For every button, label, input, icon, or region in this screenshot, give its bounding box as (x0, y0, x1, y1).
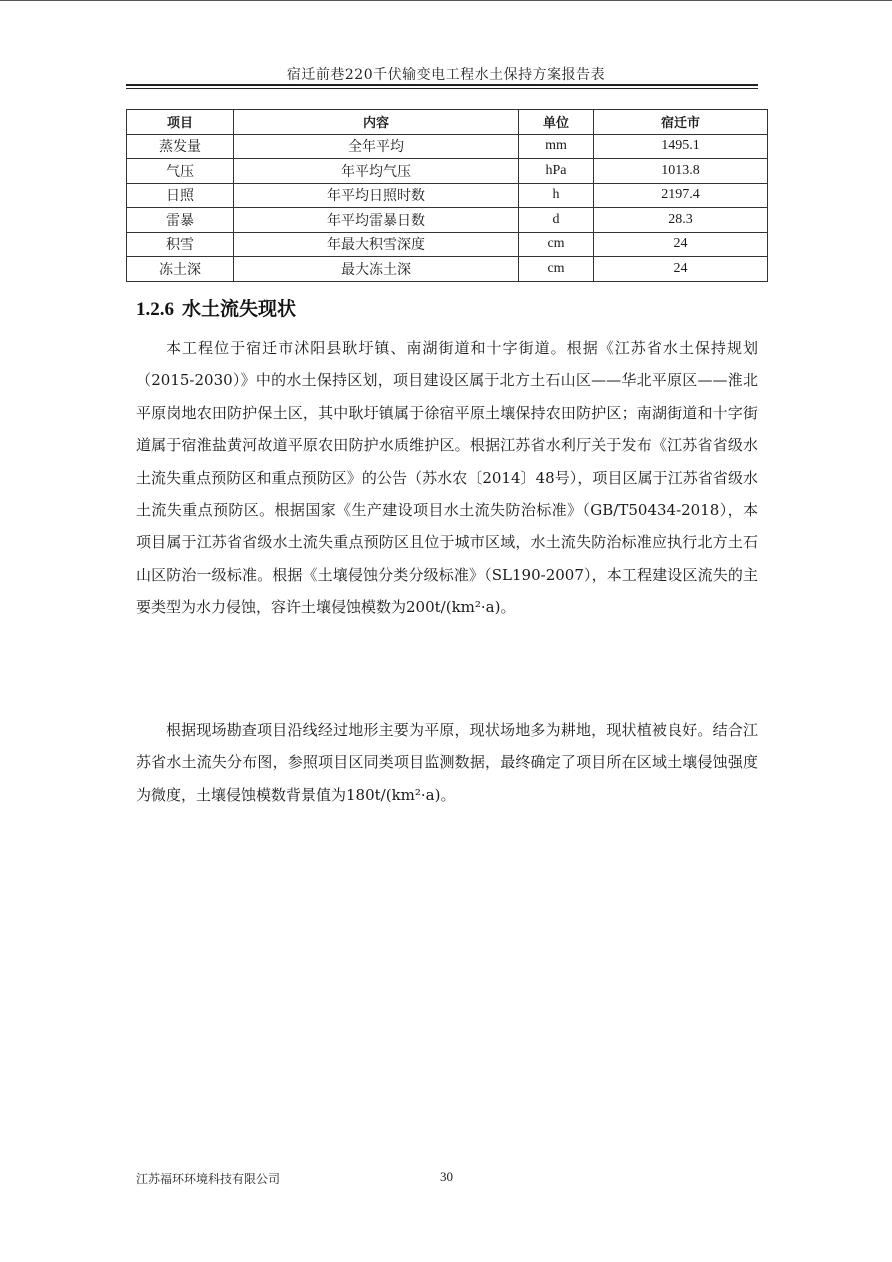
cell-content: 年最大积雪深度 (234, 232, 519, 257)
cell-value: 1495.1 (594, 134, 768, 159)
cell-content: 最大冻土深 (234, 257, 519, 282)
page-top-border (0, 0, 892, 1)
cell-unit: cm (519, 257, 594, 282)
cell-item: 冻土深 (127, 257, 234, 282)
body-paragraph-1: 本工程位于宿迁市沭阳县耿圩镇、南湖街道和十字街道。根据《江苏省水土保持规划（2015-2030）》中的水土保持区划，项目建设区属于北方土石山区——华北平原区——淮北平原岗地农田防护保土区，其中耿圩镇属于徐宿平原土壤保持农田防护区；南湖街道和十字街道属于宿淮盐黄河故道平原农田防护水质维护区。根据江苏省水利厅关于发布《江苏省省级水土流失重点预防区和重点预防区》的公告（苏水农〔2014〕48号），项目区属于江苏省省级水土流失重点预防区。根据国家《生产建设项目水土流失防治标准》（GB/T50434-2018），本项目属于江苏省省级水土流失重点预防区且位于城市区域，水土流失防治标准应执行北方土石山区防治一级标准。根据《土壤侵蚀分类分级标准》（SL190-2007），本工程建设区流失的主要类型为水力侵蚀，容许土壤侵蚀模数为200t/(km²·a)。 (136, 339, 758, 617)
body-paragraph-2: 根据现场勘查项目沿线经过地形主要为平原，现状场地多为耕地，现状植被良好。结合江苏省水土流失分布图，参照项目区同类项目监测数据，最终确定了项目所在区域土壤侵蚀强度为微度，土壤侵蚀模数背景值为180t/(km²·a)。 (136, 721, 758, 804)
footer-company: 江苏福环环境科技有限公司 (136, 1172, 281, 1186)
column-header-unit: 单位 (519, 110, 594, 135)
header-rule-thick (126, 84, 758, 86)
cell-value: 2197.4 (594, 183, 768, 208)
column-header-suqian: 宿迁市 (594, 110, 768, 135)
cell-value: 1013.8 (594, 159, 768, 184)
cell-value: 24 (594, 232, 768, 257)
table-row (127, 232, 768, 257)
cell-unit: cm (519, 232, 594, 257)
table-row (127, 183, 768, 208)
cell-item: 蒸发量 (127, 134, 234, 159)
cell-unit: h (519, 183, 594, 208)
cell-content: 全年平均 (234, 134, 519, 159)
climate-table (126, 109, 768, 282)
section-number: 1.2.6 (136, 299, 174, 320)
cell-item: 雷暴 (127, 208, 234, 233)
running-header: 宿迁前巷220千伏输变电工程水土保持方案报告表 (286, 67, 606, 83)
table-row (127, 257, 768, 282)
footer-page-number: 30 (440, 1169, 453, 1184)
table-header-row (127, 110, 768, 135)
cell-item: 气压 (127, 159, 234, 184)
table-row (127, 159, 768, 184)
cell-item: 积雪 (127, 232, 234, 257)
cell-unit: d (519, 208, 594, 233)
cell-item: 日照 (127, 183, 234, 208)
column-header-content: 内容 (234, 110, 519, 135)
cell-value: 24 (594, 257, 768, 282)
column-header-item: 项目 (127, 110, 234, 135)
section-title: 水土流失现状 (182, 298, 297, 320)
cell-content: 年平均日照时数 (234, 183, 519, 208)
cell-unit: mm (519, 134, 594, 159)
cell-content: 年平均气压 (234, 159, 519, 184)
cell-value: 28.3 (594, 208, 768, 233)
table-row (127, 208, 768, 233)
cell-content: 年平均雷暴日数 (234, 208, 519, 233)
section-heading (136, 294, 296, 321)
header-rule-thin (126, 88, 758, 89)
table-row (127, 134, 768, 159)
cell-unit: hPa (519, 159, 594, 184)
